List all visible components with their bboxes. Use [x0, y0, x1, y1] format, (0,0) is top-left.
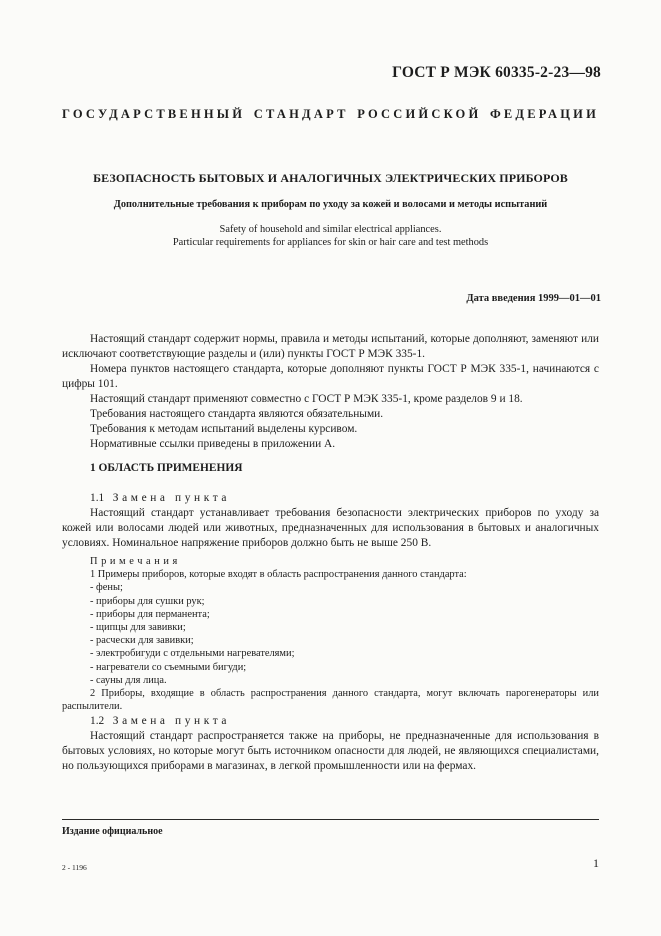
print-number: 2 - 1196: [62, 863, 87, 872]
note-list-item: - расчески для завивки;: [90, 635, 194, 647]
intro-paragraph: Требования настоящего стандарта являются обязательными.: [90, 408, 384, 420]
note-list-item: - приборы для перманента;: [90, 608, 210, 620]
note-1-intro: 1 Примеры приборов, которые входят в область распространения данного стандарта:: [90, 569, 467, 581]
english-title-line: Safety of household and similar electrical appliances.: [219, 224, 442, 235]
intro-paragraph: Требования к методам испытаний выделены курсивом.: [90, 423, 358, 435]
clause-header: [62, 491, 599, 506]
edition-label: Издание официальное: [62, 826, 163, 837]
note-list-item: - щипцы для завивки;: [90, 622, 186, 634]
clause-1-2: [62, 714, 599, 774]
state-standard-line: [62, 107, 599, 122]
clause-label: Замена пункта: [112, 715, 231, 727]
clause-number: 1.2: [90, 715, 105, 727]
document-title: БЕЗОПАСНОСТЬ БЫТОВЫХ И АНАЛОГИЧНЫХ ЭЛЕКТРИЧЕСКИХ ПРИБОРОВ: [93, 171, 568, 185]
notes-title: Примечания: [90, 556, 181, 567]
state-word: ФЕДЕРАЦИИ: [489, 107, 599, 121]
state-word: РОССИЙСКОЙ: [357, 107, 482, 121]
document-subtitle: Дополнительные требования к приборам по уходу за кожей и волосами и методы испытаний: [113, 199, 548, 210]
intro-paragraph: Номера пунктов настоящего стандарта, которые дополняют пункты ГОСТ Р МЭК 335-1, начинаются с цифры 101.: [62, 363, 599, 390]
intro-paragraph: Настоящий стандарт содержит нормы, правила и методы испытаний, которые дополняют, заменяют или исключают соответствующие разделы и (или) пункты ГОСТ Р МЭК 335-1.: [62, 333, 599, 360]
notes-block: [62, 555, 599, 713]
state-word: ГОСУДАРСТВЕННЫЙ: [62, 107, 246, 121]
english-title: [0, 224, 661, 249]
page-number: 1: [593, 856, 599, 870]
clause-number: 1.1: [90, 492, 105, 504]
note-list-item: - фены;: [90, 582, 123, 594]
note-2: 2 Приборы, входящие в область распространения данного стандарта, могут включать парогенераторы или распылители.: [62, 688, 599, 713]
introduction-date: Дата введения 1999—01—01: [466, 293, 601, 304]
clause-1-1: [62, 491, 599, 551]
state-word: СТАНДАРТ: [253, 107, 349, 121]
footer-rule: [62, 819, 599, 820]
note-list-item: - электробигуди с отдельными нагревателями;: [90, 648, 295, 660]
english-title-line: Particular requirements for appliances for skin or hair care and test methods: [172, 236, 489, 248]
intro-text: [62, 332, 599, 452]
clause-label: Замена пункта: [112, 492, 231, 504]
intro-paragraph: Нормативные ссылки приведены в приложении А.: [90, 438, 336, 450]
note-list-item: - нагреватели со съемными бигуди;: [90, 661, 247, 673]
note-list-item: - сауны для лица.: [90, 674, 167, 686]
clause-text: Настоящий стандарт распространяется также на приборы, не предназначенные для использования в бытовых условиях, но которые могут быть источником опасности для людей, не являющихся специалистами, но пользующихся приборами в магазинах, в легкой промышленности или на фермах.: [62, 730, 599, 772]
clause-header: [62, 714, 599, 729]
document-id: ГОСТ Р МЭК 60335-2-23—98: [392, 64, 601, 81]
section-heading: 1 ОБЛАСТЬ ПРИМЕНЕНИЯ: [90, 462, 243, 474]
clause-text: Настоящий стандарт устанавливает требования безопасности электрических приборов по уходу за кожей или волосами людей или животных, предназначенных для использования в бытовых и аналогичных условиях. Номинальное напряжение приборов должно быть не выше 250 В.: [62, 507, 599, 549]
intro-paragraph: Настоящий стандарт применяют совместно с ГОСТ Р МЭК 335-1, кроме разделов 9 и 18.: [90, 393, 523, 405]
note-list-item: - приборы для сушки рук;: [90, 595, 205, 607]
